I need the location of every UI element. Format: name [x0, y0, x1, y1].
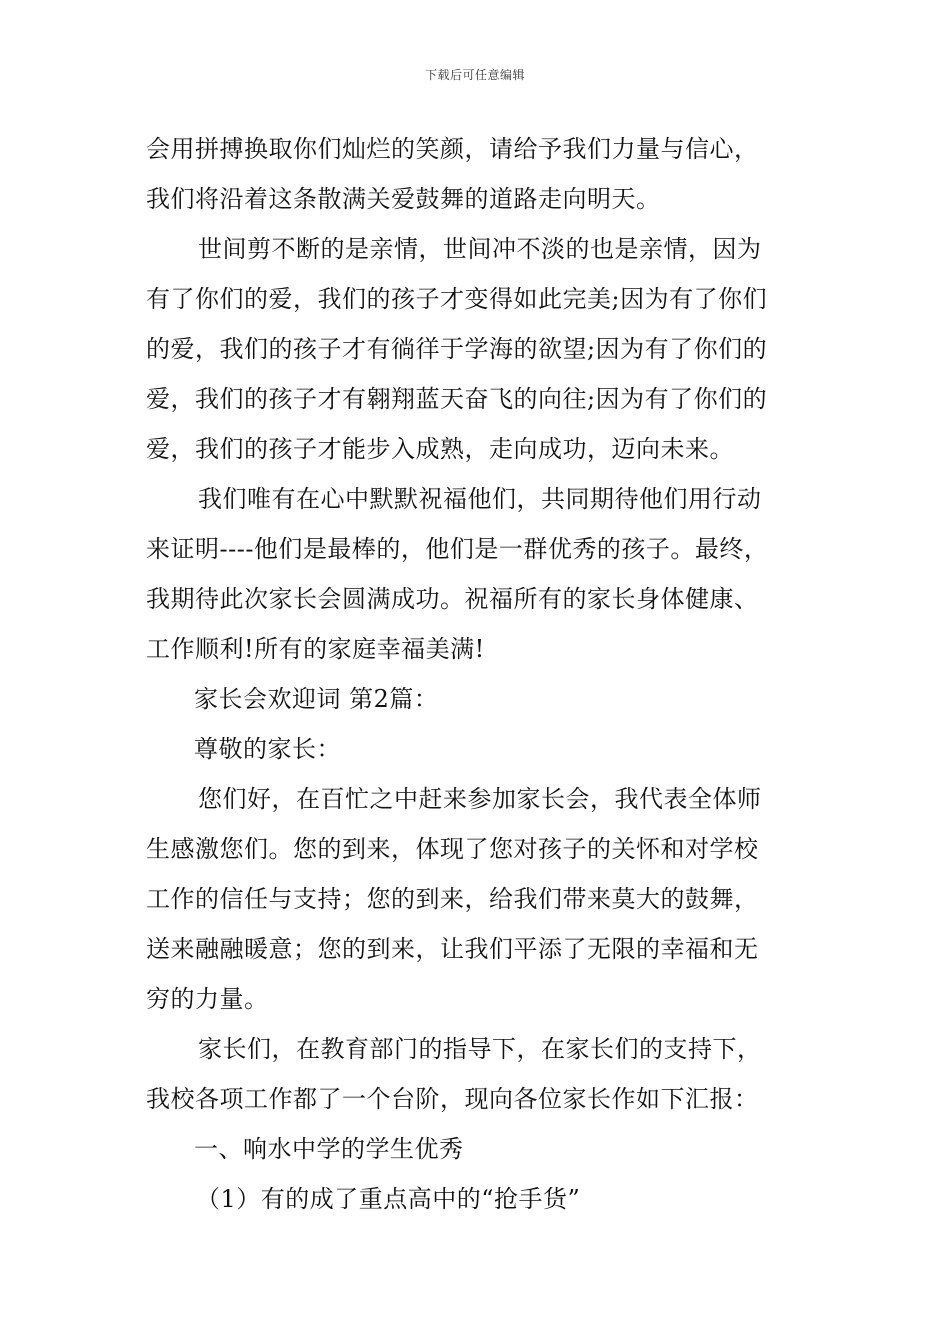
text-line: 我们将沿着这条散满关爱鼓舞的道路走向明天。 [146, 185, 661, 213]
text-line: 爱，我们的孩子才有翱翔蓝天奋飞的向往;因为有了你们的 [146, 385, 768, 413]
text-line: 工作顺利!所有的家庭幸福美满! [146, 635, 485, 663]
text-line: 我们唯有在心中默默祝福他们，共同期待他们用行动 [198, 485, 762, 513]
text-line: 会用拼搏换取你们灿烂的笑颜，请给予我们力量与信心， [146, 135, 759, 163]
text-line: 的爱，我们的孩子才有徜徉于学海的欲望;因为有了你们的 [146, 335, 768, 363]
text-line: 送来融融暖意；您的到来，让我们平添了无限的幸福和无 [146, 935, 759, 963]
text-line: 家长们，在教育部门的指导下，在家长们的支持下， [198, 1035, 762, 1063]
text-line: 您们好，在百忙之中赶来参加家长会，我代表全体师 [198, 785, 762, 813]
page-header: 下载后可任意编辑 [424, 68, 525, 82]
salutation: 尊敬的家长： [194, 735, 341, 763]
list-heading: 一、响水中学的学生优秀 [194, 1135, 464, 1163]
section-heading: 家长会欢迎词 第2篇： [194, 685, 439, 713]
text-line: 有了你们的爱，我们的孩子才变得如此完美;因为有了你们 [146, 285, 768, 313]
text-line: 世间剪不断的是亲情，世间冲不淡的也是亲情，因为 [198, 235, 762, 263]
text-line: 来证明----他们是最棒的，他们是一群优秀的孩子。最终， [146, 535, 769, 563]
text-line: 穷的力量。 [146, 985, 269, 1013]
text-line: 生感激您们。您的到来，体现了您对孩子的关怀和对学校 [146, 835, 759, 863]
text-line: 我期待此次家长会圆满成功。祝福所有的家长身体健康、 [146, 585, 759, 613]
list-item: （1）有的成了重点高中的“抢手货” [196, 1185, 581, 1213]
text-line: 我校各项工作都了一个台阶，现向各位家长作如下汇报： [146, 1085, 759, 1113]
text-line: 工作的信任与支持；您的到来，给我们带来莫大的鼓舞， [146, 885, 759, 913]
text-line: 爱，我们的孩子才能步入成熟，走向成功，迈向未来。 [146, 435, 734, 463]
